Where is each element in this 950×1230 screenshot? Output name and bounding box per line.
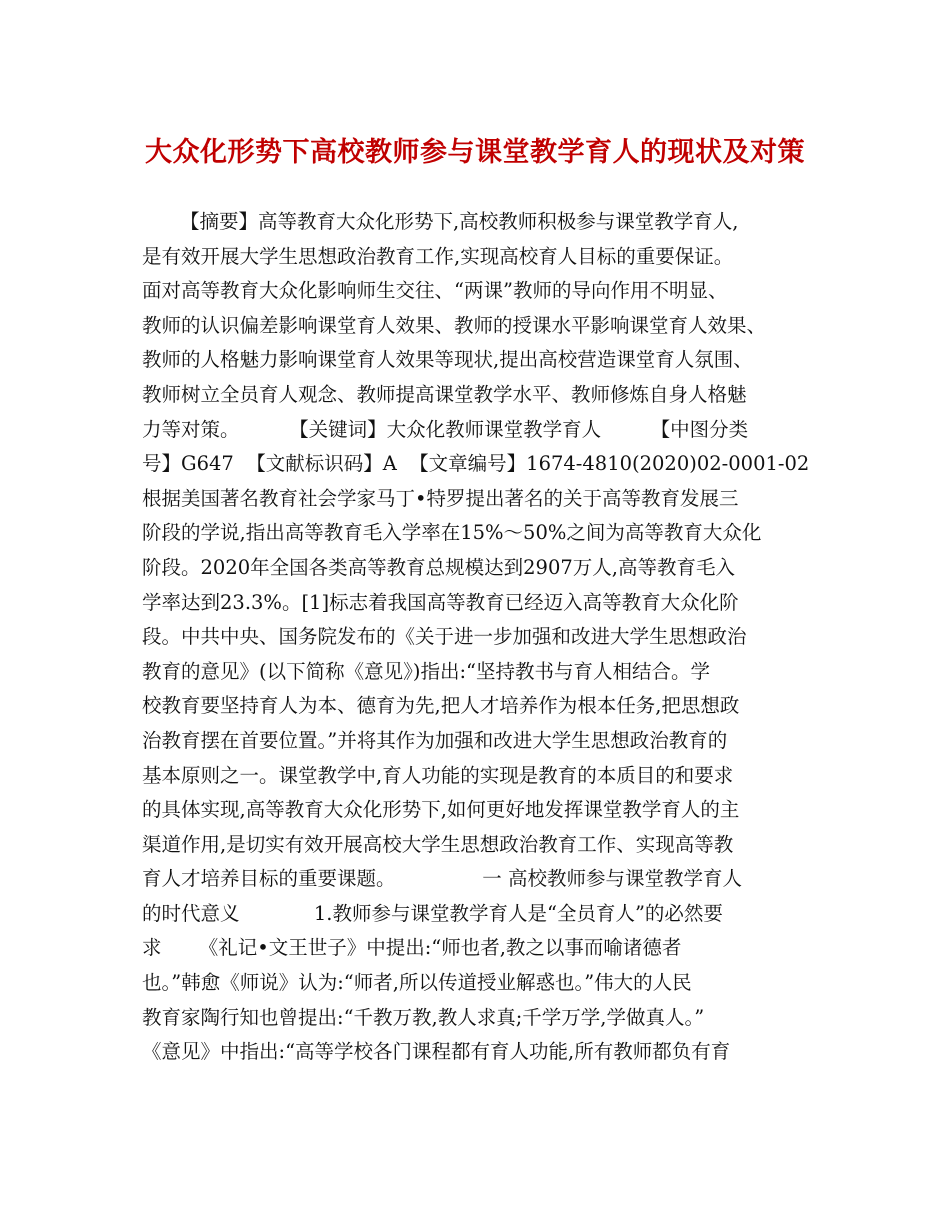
body-line: 也。”韩愈《师说》认为:“师者,所以传道授业解惑也。”伟大的人民 xyxy=(142,971,692,995)
body-line: 渠道作用,是切实有效开展高校大学生思想政治教育工作、实现高等教 xyxy=(142,832,734,856)
body-line: 的具体实现,高等教育大众化形势下,如何更好地发挥课堂教学育人的主 xyxy=(142,798,740,822)
body-line: 教育家陶行知也曾提出:“千教万教,教人求真;千学万学,学做真人。” xyxy=(142,1005,705,1029)
body-line: 校教育要坚持育人为本、德育为先,把人才培养作为根本任务,把思想政 xyxy=(142,694,740,718)
body-line: 基本原则之一。课堂教学中,育人功能的实现是教育的本质目的和要求 xyxy=(142,763,734,787)
body-line: 号】G647 【文献标识码】A 【文章编号】1674-4810(2020)02-0001-02 xyxy=(142,452,810,476)
body-line: 教育的意见》(以下简称《意见》)指出:“坚持教书与育人相结合。学 xyxy=(142,659,711,683)
document-title: 大众化形势下高校教师参与课堂教学育人的现状及对策 xyxy=(145,137,805,168)
body-line: 求 《礼记•文王世子》中提出:“师也者,教之以事而喻诸德者 xyxy=(142,936,682,960)
body-line: 的时代意义 1.教师参与课堂教学育人是“全员育人”的必然要 xyxy=(142,901,723,925)
body-line: 是有效开展大学生思想政治教育工作,实现高校育人目标的重要保证。 xyxy=(142,244,734,268)
body-line: 【摘要】高等教育大众化形势下,高校教师积极参与课堂教学育人, xyxy=(180,210,739,233)
body-line: 学率达到23.3%。[1]标志着我国高等教育已经迈入高等教育大众化阶 xyxy=(142,590,739,614)
body-line: 育人才培养目标的重要课题。 一 高校教师参与课堂教学育人 xyxy=(142,867,742,891)
body-line: 阶段的学说,指出高等教育毛入学率在15%～50%之间为高等教育大众化 xyxy=(142,521,762,545)
body-line: 教师的认识偏差影响课堂育人效果、教师的授课水平影响课堂育人效果、 xyxy=(142,313,767,337)
body-line: 《意见》中指出:“高等学校各门课程都有育人功能,所有教师都负有育 xyxy=(142,1040,731,1064)
body-line: 治教育摆在首要位置。”并将其作为加强和改进大学生思想政治教育的 xyxy=(142,728,728,752)
document-body xyxy=(142,205,822,1070)
body-line: 段。中共中央、国务院发布的《关于进一步加强和改进大学生思想政治 xyxy=(142,625,747,649)
body-line: 力等对策。 【关键词】大众化教师课堂教学育人 【中图分类 xyxy=(142,417,749,441)
body-line: 根据美国著名教育社会学家马丁•特罗提出著名的关于高等教育发展三 xyxy=(142,486,739,510)
body-line: 面对高等教育大众化影响师生交往、“两课”教师的导向作用不明显、 xyxy=(142,279,728,303)
body-line: 教师的人格魅力影响课堂育人效果等现状,提出高校营造课堂育人氛围、 xyxy=(142,348,753,372)
body-line: 教师树立全员育人观念、教师提高课堂教学水平、教师修炼自身人格魅 xyxy=(142,382,747,406)
body-line: 阶段。2020年全国各类高等教育总规模达到2907万人,高等教育毛入 xyxy=(142,555,735,579)
